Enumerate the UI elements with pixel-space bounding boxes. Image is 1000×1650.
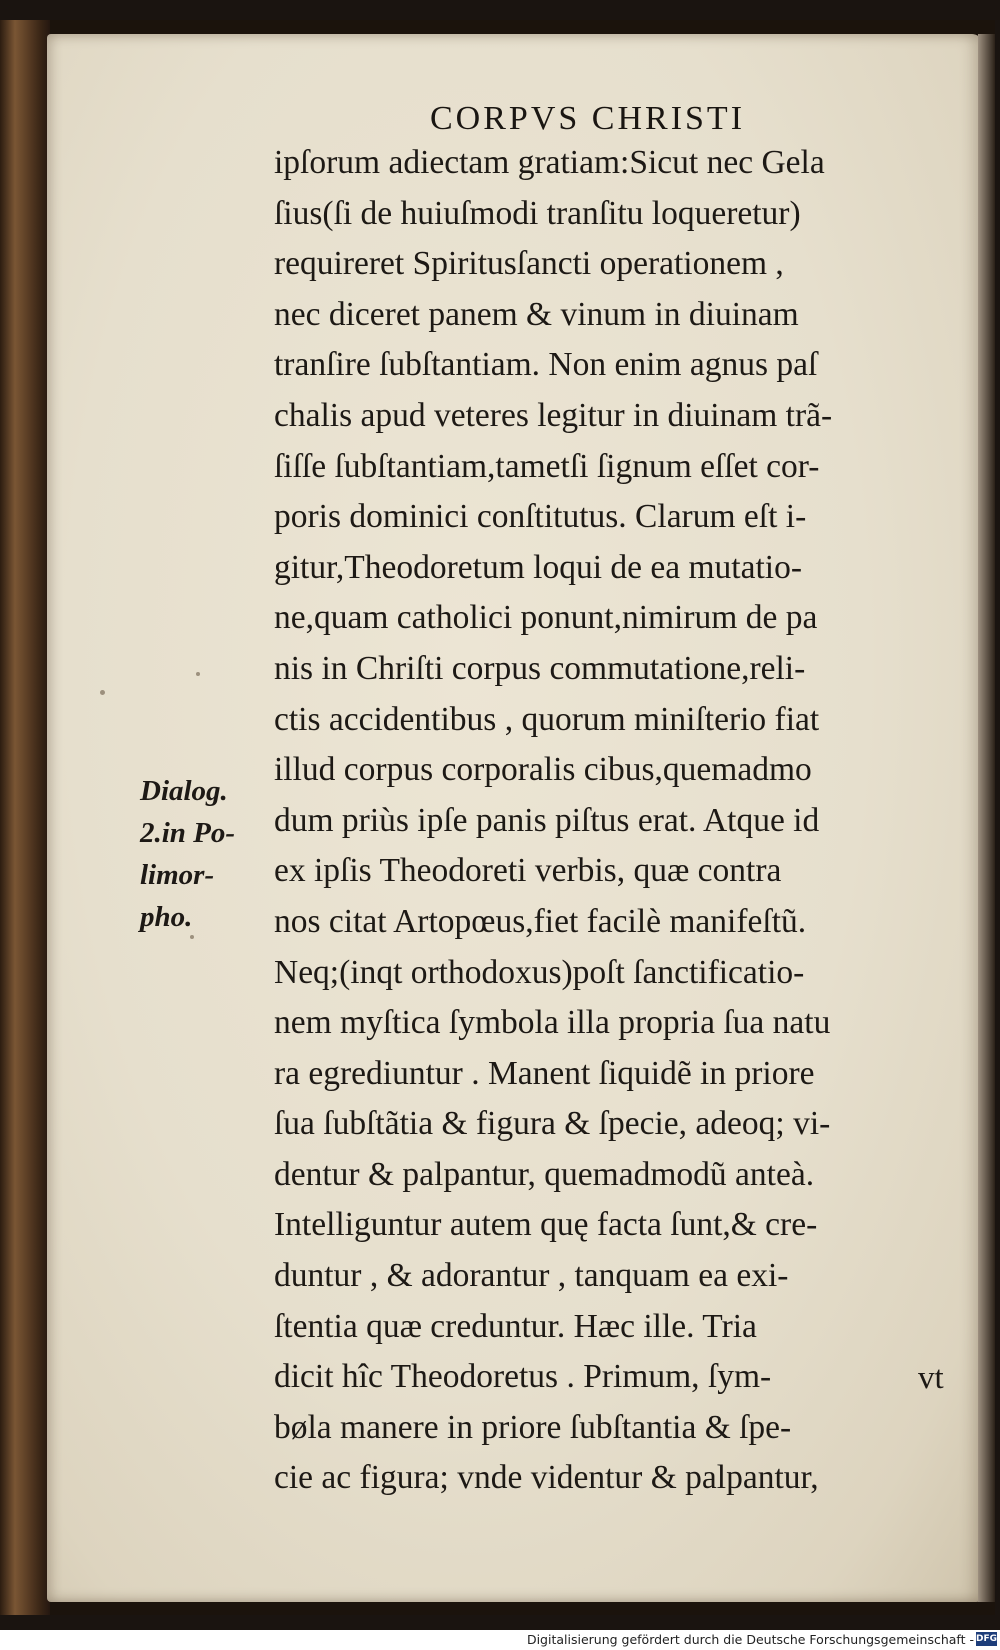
text-line: ſua ſubſtãtia & figura & ſpecie, adeoq; vi- [274, 1105, 831, 1143]
paper-speck [100, 690, 105, 695]
text-line: dum priùs ipſe panis piſtus erat. Atque id [274, 801, 820, 839]
text-line: nos citat Artopœus,fiet facilè manifeſtũ. [274, 902, 807, 940]
text-line: requireret Spiritusſancti operationem , [274, 245, 784, 283]
body-text [274, 138, 964, 1504]
marginal-note-line: pho. [140, 901, 193, 933]
text-line: nec diceret panem & vinum in diuinam [274, 295, 799, 333]
text-line: Intelliguntur autem quę facta ſunt,& cre- [274, 1206, 818, 1244]
marginal-note-line: Dialog. [140, 775, 228, 807]
text-line: Neq;(inqt orthodoxus)poſt ſanctificatio- [274, 953, 805, 991]
footer-bar [0, 1630, 1000, 1650]
text-line: chalis apud veteres legitur in diuinam trã- [274, 396, 833, 434]
book-spine-edge [0, 20, 50, 1615]
text-line: gitur,Theodoretum loqui de ea mutatio- [274, 548, 803, 586]
funding-credit: Digitalisierung gefördert durch die Deutsche Forschungsgemeinschaft - [526, 1632, 974, 1647]
text-line: ex ipſis Theodoreti verbis, quæ contra [274, 852, 782, 890]
marginal-note [140, 770, 260, 938]
text-line: nem myſtica ſymbola illa propria ſua natu [274, 1004, 831, 1042]
text-line: ipſorum adiectam gratiam:Sicut nec Gela [274, 144, 825, 181]
text-line: dentur & palpantur, quemadmodũ anteà. [274, 1155, 815, 1193]
page-fore-edge [978, 34, 995, 1602]
text-line: ctis accidentibus , quorum miniſterio fiat [274, 700, 820, 738]
text-line: tranſire ſubſtantiam. Non enim agnus paſ [274, 346, 818, 384]
text-line: dicit hîc Theodoretus . Primum, ſym- [274, 1358, 772, 1396]
text-line: ne,quam catholici ponunt,nimirum de pa [274, 599, 818, 637]
paper-speck [196, 672, 200, 676]
text-line: cie ac figura; vnde videntur & palpantur, [274, 1459, 819, 1497]
running-head: CORPVS CHRISTI [430, 100, 746, 137]
catchword: vt [918, 1360, 944, 1396]
text-line: nis in Chriſti corpus commutatione,reli- [274, 649, 806, 687]
text-line: illud corpus corporalis cibus,quemadmo [274, 751, 812, 789]
text-line: poris dominici conſtitutus. Clarum eſt i- [274, 498, 807, 536]
marginal-note-line: 2.in Po- [140, 817, 236, 849]
text-line: bøla manere in priore ſubſtantia & ſpe- [274, 1408, 792, 1446]
dfg-logo: DFG [976, 1634, 998, 1644]
text-line: ſtentia quæ creduntur. Hæc ille. Tria [274, 1307, 757, 1345]
marginal-note-line: limor- [140, 859, 215, 891]
text-line: ſius(ſi de huiuſmodi tranſitu loqueretur) [274, 194, 801, 232]
text-line: ſiſſe ſubſtantiam,tametſi ſignum eſſet cor- [274, 447, 820, 485]
text-line: ra egrediuntur . Manent ſiquidẽ in priore [274, 1054, 815, 1092]
text-line: duntur , & adorantur , tanquam ea exi- [274, 1257, 789, 1295]
